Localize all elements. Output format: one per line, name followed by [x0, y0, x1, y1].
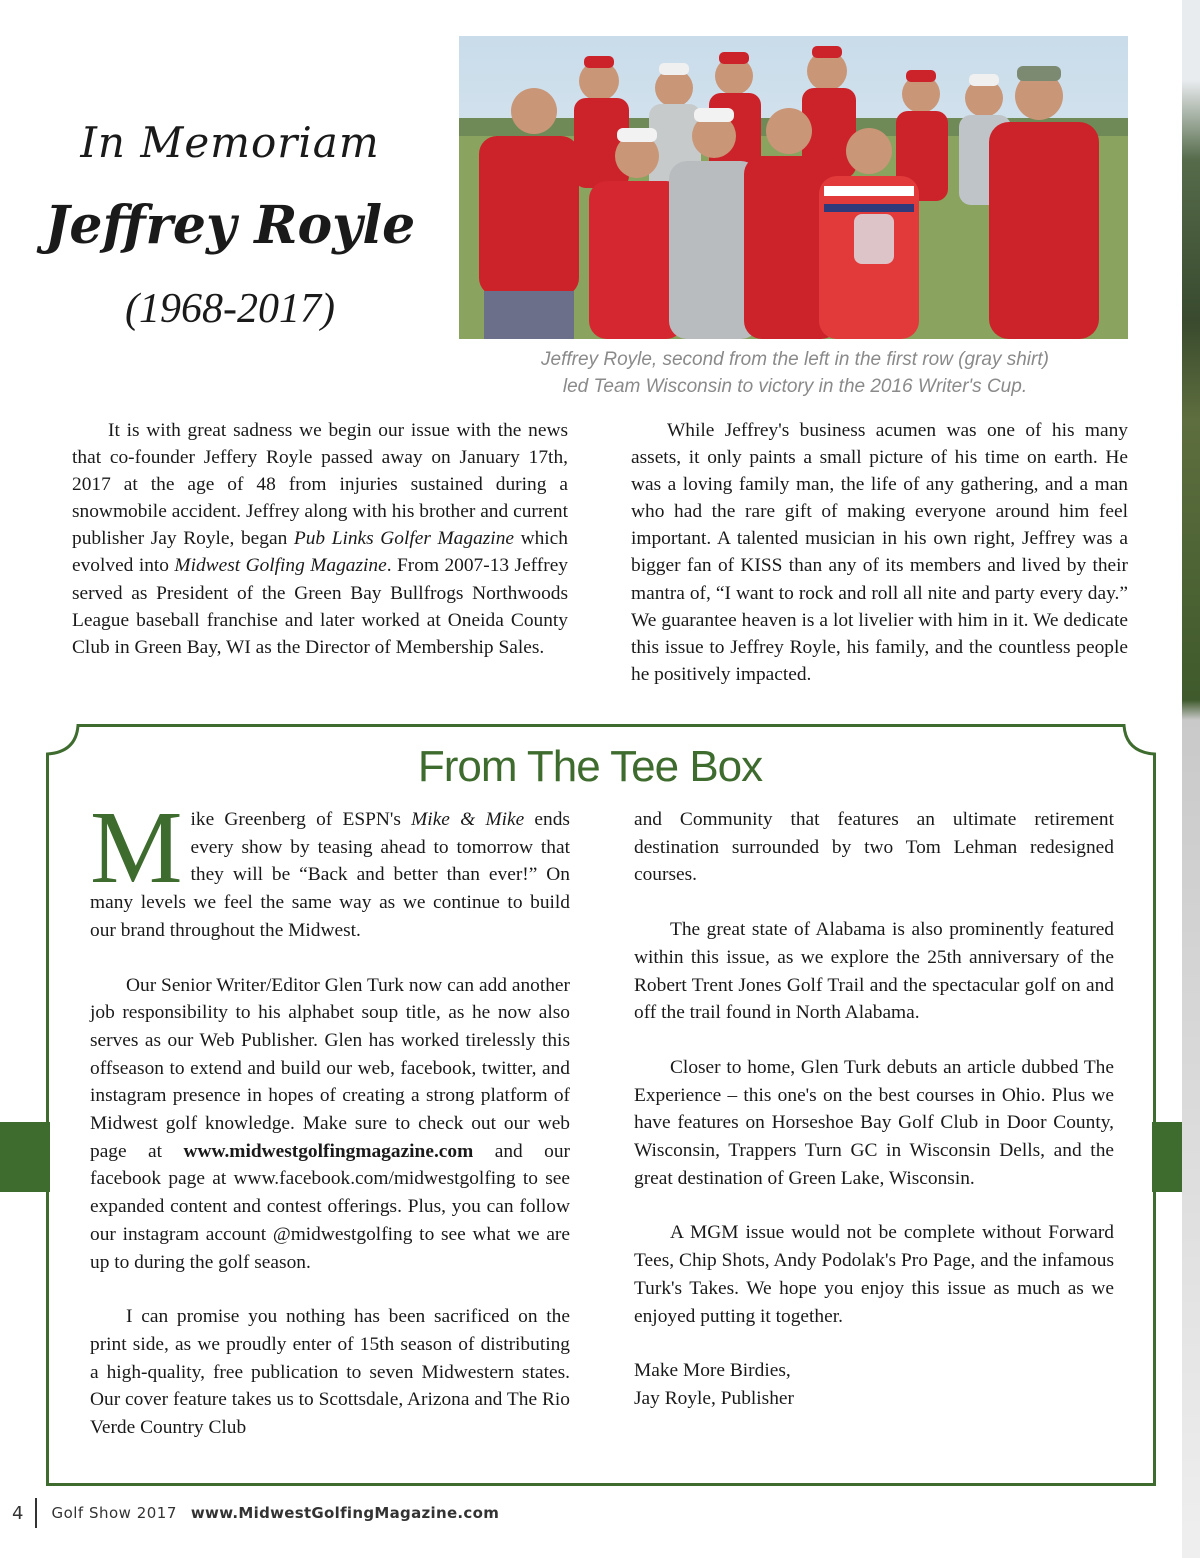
tribute-paragraph: While Jeffrey's business acumen was one of his many assets, it only paints a small picture of his time on earth. He was a loving family man, the life of any gathering, and a man who had the rare gift of making everyone around him feel important. A talented musician in his own right, Jeffrey was a bigger fan of KISS than any of its members and lived by their mantra of, “I want to rock and roll all nite and party every day.” We guarantee heaven is a lot livelier with him in it. We dedicate this issue to Jeffrey Royle, his family, and the countless people he positively impacted.	[631, 420, 1128, 685]
issue-name: Golf Show 2017	[51, 1504, 177, 1522]
footer-divider	[35, 1498, 37, 1528]
left-green-band	[0, 1122, 50, 1192]
tribute-column-left	[72, 417, 568, 661]
tee-box-paragraph: The great state of Alabama is also prominently featured within this issue, as we explore the 25th anniversary of the Robert Trent Jones Golf Trail and the spectacular golf on and off the trail found in North Alabama.	[634, 919, 1114, 1024]
page-number: 4	[12, 1502, 24, 1524]
show-title: Mike & Mike	[411, 809, 525, 830]
page-footer	[12, 1496, 499, 1530]
sign-off: Make More Birdies,	[634, 1360, 791, 1382]
memoriam-years: (1968-2017)	[125, 286, 335, 332]
footer-website[interactable]: www.MidwestGolfingMagazine.com	[190, 1504, 500, 1522]
magazine-title-pub-links: Pub Links Golfer Magazine	[293, 528, 514, 550]
team-photo	[459, 36, 1128, 339]
photo-caption-line2: led Team Wisconsin to victory in the 2016 Writer's Cup.	[562, 376, 1028, 397]
tee-box-paragraph: I can promise you nothing has been sacrificed on the print side, as we proudly enter of 15th season of distributing a high-quality, free publication to seven Midwestern states. Our cover feature takes us to Scottsdale, Arizona and The Rio Verde Country Club	[90, 1306, 570, 1439]
tee-box-paragraph: Closer to home, Glen Turk debuts an article dubbed The Experience – this one's on the best courses in Ohio. Plus we have features on Horseshoe Bay Golf Club in Door County, Wisconsin, Trappers Turn GC in Wisconsin Dells, and the great destination of Green Lake, Wisconsin.	[634, 1056, 1114, 1189]
memoriam-heading: In Memoriam	[80, 118, 380, 167]
tee-box-paragraph: Our Senior Writer/Editor Glen Turk now can add another job responsibility to his alphabet soup title, as he now also serves as our Web Publisher. Glen has worked tirelessly this offseason to extend and build our web, facebook, twitter, and instagram presence in hopes of creating a strong platform of Midwest golf knowledge. Make sure to check out our web page at www.midwestgolfingmagazine.com and our facebook page at www.facebook.com/midwestgolfing to see expanded content and contest offerings. Plus, you can follow our instagram account @midwestgolfing to see what we are up to during the golf season.	[90, 974, 571, 1273]
tribute-paragraph: It is with great sadness we begin our issue with the news that co-founder Jeffery Royle passed away on January 17th, 2017 at the age of 48 from injuries sustained during a snowmobile accident. Jeffrey along with his brother and current publisher Jay Royle, began Pub Links Golfer Magazine which evolved into Midwest Golfing Magazine. From 2007-13 Jeffrey served as President of the Green Bay Bullfrogs Northwoods League baseball franchise and later worked at Oneida County Club in Green Bay, WI as the Director of Membership Sales.	[72, 420, 569, 658]
memoriam-name: Jeffrey Royle	[44, 195, 416, 256]
signature: Jay Royle, Publisher	[634, 1387, 794, 1409]
tee-box-paragraph: and Community that features an ultimate retirement destination surrounded by two Tom Lehman redesigned courses.	[634, 809, 1114, 886]
tee-box-title: From The Tee Box	[417, 742, 763, 791]
tribute-column-right	[631, 417, 1128, 688]
tee-box-paragraph: Mike Greenberg of ESPN's Mike & Mike ends every show by teasing ahead to tomorrow that they will be “Back and better than ever!” On many levels we feel the same way as we continue to build our brand throughout the Midwest.	[90, 790, 570, 941]
tee-box-column-right	[634, 806, 1114, 1413]
tee-box-column-left	[90, 790, 571, 1442]
tee-box-paragraph: A MGM issue would not be complete without Forward Tees, Chip Shots, Andy Podolak's Pro Page, and the infamous Turk's Takes. We hope you enjoy this issue as much as we enjoyed putting it together.	[634, 1222, 1114, 1327]
drop-cap: M	[90, 790, 183, 905]
website-link[interactable]: www.midwestgolfingmagazine.com	[183, 1140, 474, 1162]
right-green-band	[1152, 1122, 1182, 1192]
magazine-title-midwest-golfing: Midwest Golfing Magazine	[174, 555, 387, 577]
photo-caption	[470, 346, 1120, 400]
right-edge-photo-strip	[1182, 0, 1200, 1558]
photo-caption-line1: Jeffrey Royle, second from the left in the first row (gray shirt)	[541, 349, 1049, 370]
